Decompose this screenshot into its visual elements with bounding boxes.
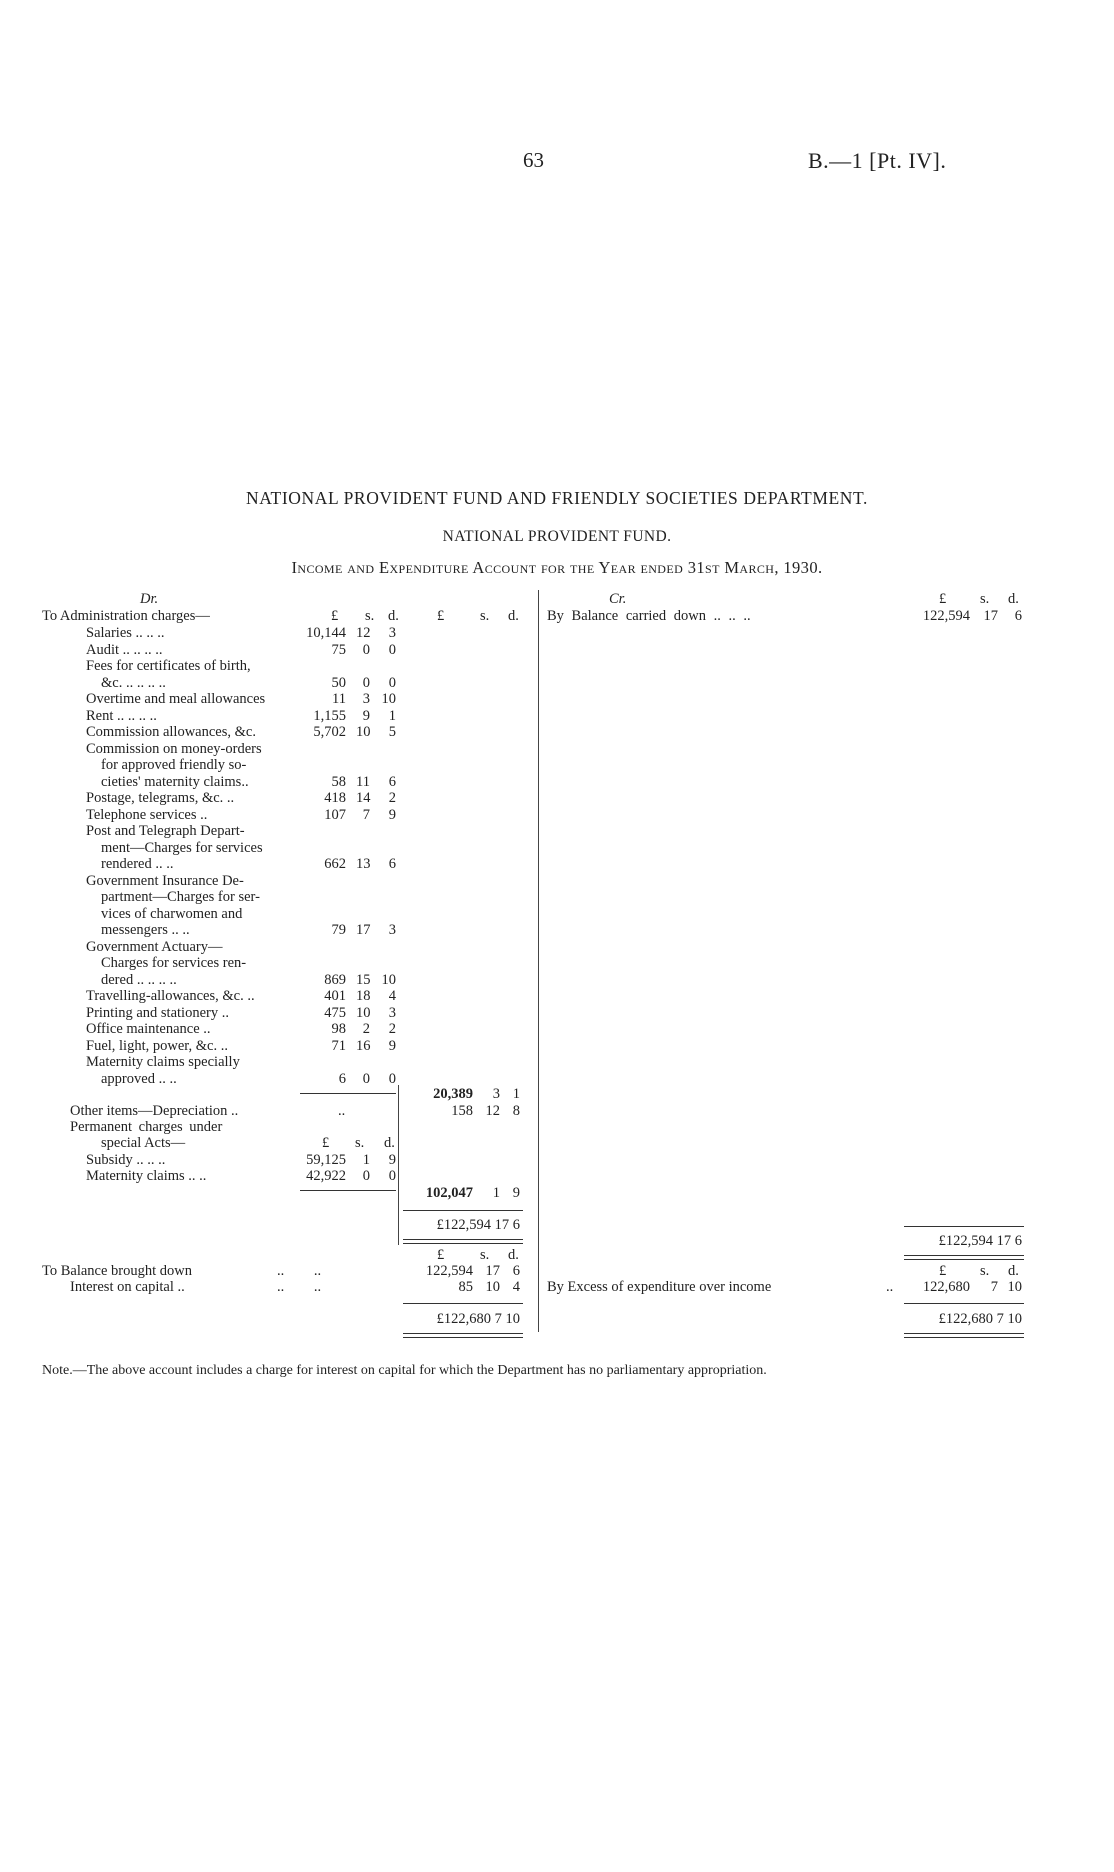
cr2-d-header: d. xyxy=(1008,1263,1019,1279)
permanent-total-pence: 9 xyxy=(512,1185,520,1201)
balance-cd-shillings: 17 xyxy=(983,608,998,624)
admin-item-pence: 10 xyxy=(381,971,396,988)
subsidy-pounds: 59,125 xyxy=(306,1152,346,1168)
admin-item-pounds: 10,144 xyxy=(306,625,346,641)
admin-total-pounds: 20,389 xyxy=(433,1086,473,1102)
admin-item-pounds: 11 xyxy=(332,691,346,707)
totals-column-rule xyxy=(398,1085,399,1245)
balance-bd-shillings: 17 xyxy=(485,1263,500,1279)
inner-pound-header: £ xyxy=(331,608,339,624)
admin-item-pence: 3 xyxy=(388,1004,396,1021)
admin-item-pence: 2 xyxy=(388,790,396,806)
other-items-shillings: 12 xyxy=(485,1103,500,1119)
bd-pound-header: £ xyxy=(437,1247,445,1263)
admin-item-pence: 3 xyxy=(388,625,396,641)
permanent-heading-line-2: special Acts— xyxy=(101,1135,186,1151)
admin-item-shillings: 10 xyxy=(356,724,371,740)
admin-item-label: vices of charwomen and xyxy=(101,905,243,922)
admin-item-label: Maternity claims specially xyxy=(86,1054,240,1070)
admin-item-label: Telephone services .. xyxy=(86,806,208,823)
admin-item-label: Commission allowances, &c. xyxy=(86,724,256,740)
inner-d-header: d. xyxy=(388,608,399,624)
admin-item-label: messengers .. .. xyxy=(101,922,190,938)
admin-item-pence: 4 xyxy=(388,988,396,1004)
cr-total: £122,594 17 6 xyxy=(938,1233,1022,1249)
admin-item-shillings: 13 xyxy=(356,856,371,872)
admin-item-pounds: 107 xyxy=(324,806,346,823)
admin-item-shillings: 18 xyxy=(356,988,371,1004)
excess-pence: 10 xyxy=(1007,1279,1022,1295)
admin-item-shillings: 11 xyxy=(356,773,370,790)
admin-subtotal-rule xyxy=(300,1093,396,1094)
admin-item-label: Printing and stationery .. xyxy=(86,1004,229,1021)
admin-item-pence: 0 xyxy=(388,1070,396,1087)
outer-d-header: d. xyxy=(508,608,519,624)
document-reference: B.—1 [Pt. IV]. xyxy=(808,148,947,173)
cr-s-header: s. xyxy=(980,591,990,607)
admin-item-label: Salaries .. .. .. xyxy=(86,625,165,641)
admin-item-pounds: 475 xyxy=(324,1004,346,1021)
admin-item-shillings: 15 xyxy=(356,971,371,988)
dr-total-double-rule xyxy=(403,1239,523,1244)
admin-item-shillings: 0 xyxy=(362,1070,370,1087)
admin-item-pence: 6 xyxy=(388,773,396,790)
admin-item-pounds: 58 xyxy=(331,773,346,790)
other-items-pounds: 158 xyxy=(451,1103,473,1119)
maternity-claims-pence: 0 xyxy=(388,1168,396,1184)
admin-item-pounds: 75 xyxy=(331,641,346,658)
interest-pounds: 85 xyxy=(458,1279,473,1295)
cr-total-double-rule xyxy=(904,1255,1024,1260)
admin-item-pence: 9 xyxy=(388,1037,396,1054)
admin-item-pence: 2 xyxy=(388,1021,396,1037)
admin-item-label: cieties' maternity claims.. xyxy=(101,773,249,790)
admin-item-label: Rent .. .. .. .. xyxy=(86,707,157,724)
balance-bd-dots: .. .. xyxy=(277,1263,322,1279)
admin-item-pence: 6 xyxy=(388,856,396,872)
admin-item-pence: 5 xyxy=(388,724,396,740)
dr-final-top-rule xyxy=(403,1303,523,1304)
balance-cd-pence: 6 xyxy=(1014,608,1022,624)
admin-item-shillings: 0 xyxy=(362,641,370,658)
admin-item-pounds: 79 xyxy=(331,922,346,938)
admin-item-label: Fuel, light, power, &c. .. xyxy=(86,1037,228,1054)
permanent-subtotal-rule xyxy=(300,1190,396,1191)
admin-item-pounds: 5,702 xyxy=(313,724,346,740)
admin-item-label: Office maintenance .. xyxy=(86,1021,211,1037)
admin-item-shillings: 14 xyxy=(356,790,371,806)
balance-bd-label: To Balance brought down xyxy=(42,1263,192,1279)
other-items-dots: .. xyxy=(338,1103,346,1119)
cr2-s-header: s. xyxy=(980,1263,990,1279)
admin-item-shillings: 17 xyxy=(356,922,371,938)
interest-label: Interest on capital .. xyxy=(70,1279,185,1295)
admin-heading: To Administration charges— xyxy=(42,608,210,624)
excess-shillings: 7 xyxy=(990,1279,998,1295)
admin-item-shillings: 16 xyxy=(356,1037,371,1054)
admin-item-shillings: 9 xyxy=(362,707,370,724)
admin-item-label: &c. .. .. .. .. xyxy=(101,674,166,691)
outer-pound-header: £ xyxy=(437,608,445,624)
dr-total-top-rule xyxy=(403,1210,523,1211)
permanent-s-header: s. xyxy=(355,1135,365,1151)
interest-shillings: 10 xyxy=(485,1279,500,1295)
department-title: NATIONAL PROVIDENT FUND AND FRIENDLY SOCIETIES DEPARTMENT. xyxy=(246,488,868,508)
cr-final-total: £122,680 7 10 xyxy=(938,1311,1022,1327)
cr-final-double-rule xyxy=(904,1333,1024,1338)
dr-label: Dr. xyxy=(140,591,159,607)
dr-cr-divider xyxy=(538,590,539,1332)
dr-final-double-rule xyxy=(403,1333,523,1338)
admin-item-label: partment—Charges for ser- xyxy=(101,889,260,905)
balance-bd-pounds: 122,594 xyxy=(425,1263,473,1279)
excess-label: By Excess of expenditure over income xyxy=(547,1279,772,1295)
admin-item-label: Audit .. .. .. .. xyxy=(86,641,163,658)
admin-item-pence: 1 xyxy=(388,707,396,724)
permanent-total-shillings: 1 xyxy=(492,1185,500,1201)
admin-item-shillings: 0 xyxy=(362,674,370,691)
admin-item-pounds: 662 xyxy=(324,856,346,872)
cr-pound-header: £ xyxy=(939,591,947,607)
admin-item-pounds: 50 xyxy=(331,674,346,691)
dr-grand-total: £122,594 17 6 xyxy=(436,1217,520,1233)
admin-item-pounds: 1,155 xyxy=(313,707,346,724)
dr-final-total: £122,680 7 10 xyxy=(436,1311,520,1327)
admin-item-label: Government Insurance De- xyxy=(86,872,244,889)
admin-item-pence: 0 xyxy=(388,641,396,658)
balance-bd-pence: 6 xyxy=(512,1263,520,1279)
admin-item-pence: 0 xyxy=(388,674,396,691)
admin-item-shillings: 7 xyxy=(362,806,370,823)
admin-item-label: ment—Charges for services xyxy=(101,839,263,856)
interest-dots: .. .. xyxy=(277,1279,322,1295)
permanent-total-pounds: 102,047 xyxy=(425,1185,473,1201)
admin-item-label: Post and Telegraph Depart- xyxy=(86,823,245,839)
balance-cd-label: By Balance carried down .. .. .. xyxy=(547,608,751,624)
admin-item-label: Postage, telegrams, &c. .. xyxy=(86,790,235,806)
excess-pounds: 122,680 xyxy=(922,1279,970,1295)
admin-item-pounds: 869 xyxy=(324,971,346,988)
admin-item-label: Travelling-allowances, &c. .. xyxy=(86,988,255,1004)
admin-item-shillings: 12 xyxy=(356,625,371,641)
admin-item-pounds: 401 xyxy=(324,988,346,1004)
account-title: Income and Expenditure Account for the Year ended 31st March, 1930. xyxy=(291,558,823,577)
admin-item-shillings: 2 xyxy=(362,1021,370,1037)
interest-pence: 4 xyxy=(512,1279,520,1295)
admin-item-label: Overtime and meal allowances xyxy=(86,691,266,707)
fund-title: NATIONAL PROVIDENT FUND. xyxy=(442,528,672,545)
bd-s-header: s. xyxy=(480,1247,490,1263)
admin-item-label: dered .. .. .. .. xyxy=(101,971,177,988)
cr-label: Cr. xyxy=(609,591,627,607)
admin-total-shillings: 3 xyxy=(492,1086,500,1102)
admin-item-label: rendered .. .. xyxy=(101,856,174,872)
subsidy-shillings: 1 xyxy=(362,1152,370,1168)
admin-total-pence: 1 xyxy=(512,1086,520,1102)
excess-dots: .. xyxy=(886,1279,894,1295)
cr-d-header: d. xyxy=(1008,591,1019,607)
admin-item-label: Government Actuary— xyxy=(86,938,223,955)
admin-item-pounds: 71 xyxy=(331,1037,346,1054)
permanent-d-header: d. xyxy=(384,1135,395,1151)
balance-cd-pounds: 122,594 xyxy=(922,608,970,624)
admin-item-label: Commission on money-orders xyxy=(86,740,262,757)
admin-item-label: Charges for services ren- xyxy=(101,955,247,971)
admin-item-pounds: 6 xyxy=(338,1070,346,1087)
cr-final-top-rule xyxy=(904,1303,1024,1304)
admin-item-shillings: 10 xyxy=(356,1004,371,1021)
other-items-pence: 8 xyxy=(512,1103,520,1119)
page-number: 63 xyxy=(523,148,544,172)
admin-item-pence: 9 xyxy=(388,806,396,823)
admin-item-pence: 3 xyxy=(388,922,396,938)
admin-item-label: for approved friendly so- xyxy=(101,757,247,773)
maternity-claims-pounds: 42,922 xyxy=(306,1168,346,1184)
cr-total-top-rule xyxy=(904,1226,1024,1227)
admin-item-pounds: 98 xyxy=(331,1021,346,1037)
inner-s-header: s. xyxy=(365,608,375,624)
maternity-claims-label: Maternity claims .. .. xyxy=(86,1168,207,1184)
permanent-pound-header: £ xyxy=(322,1135,330,1151)
cr2-pound-header: £ xyxy=(939,1263,947,1279)
bd-d-header: d. xyxy=(508,1247,519,1263)
maternity-claims-shillings: 0 xyxy=(362,1168,370,1184)
permanent-heading-line-1: Permanent charges under xyxy=(70,1119,223,1135)
admin-item-label: approved .. .. xyxy=(101,1070,177,1087)
admin-item-pence: 10 xyxy=(381,691,396,707)
admin-item-shillings: 3 xyxy=(362,691,370,707)
subsidy-label: Subsidy .. .. .. xyxy=(86,1152,166,1168)
outer-s-header: s. xyxy=(480,608,490,624)
other-items-label: Other items—Depreciation .. xyxy=(70,1103,239,1119)
admin-item-pounds: 418 xyxy=(324,790,346,806)
footnote: Note.—The above account includes a charge for interest on capital for which the Department has no parliamentary appropriation. xyxy=(42,1363,767,1378)
subsidy-pence: 9 xyxy=(388,1152,396,1168)
admin-item-label: Fees for certificates of birth, xyxy=(86,658,251,674)
